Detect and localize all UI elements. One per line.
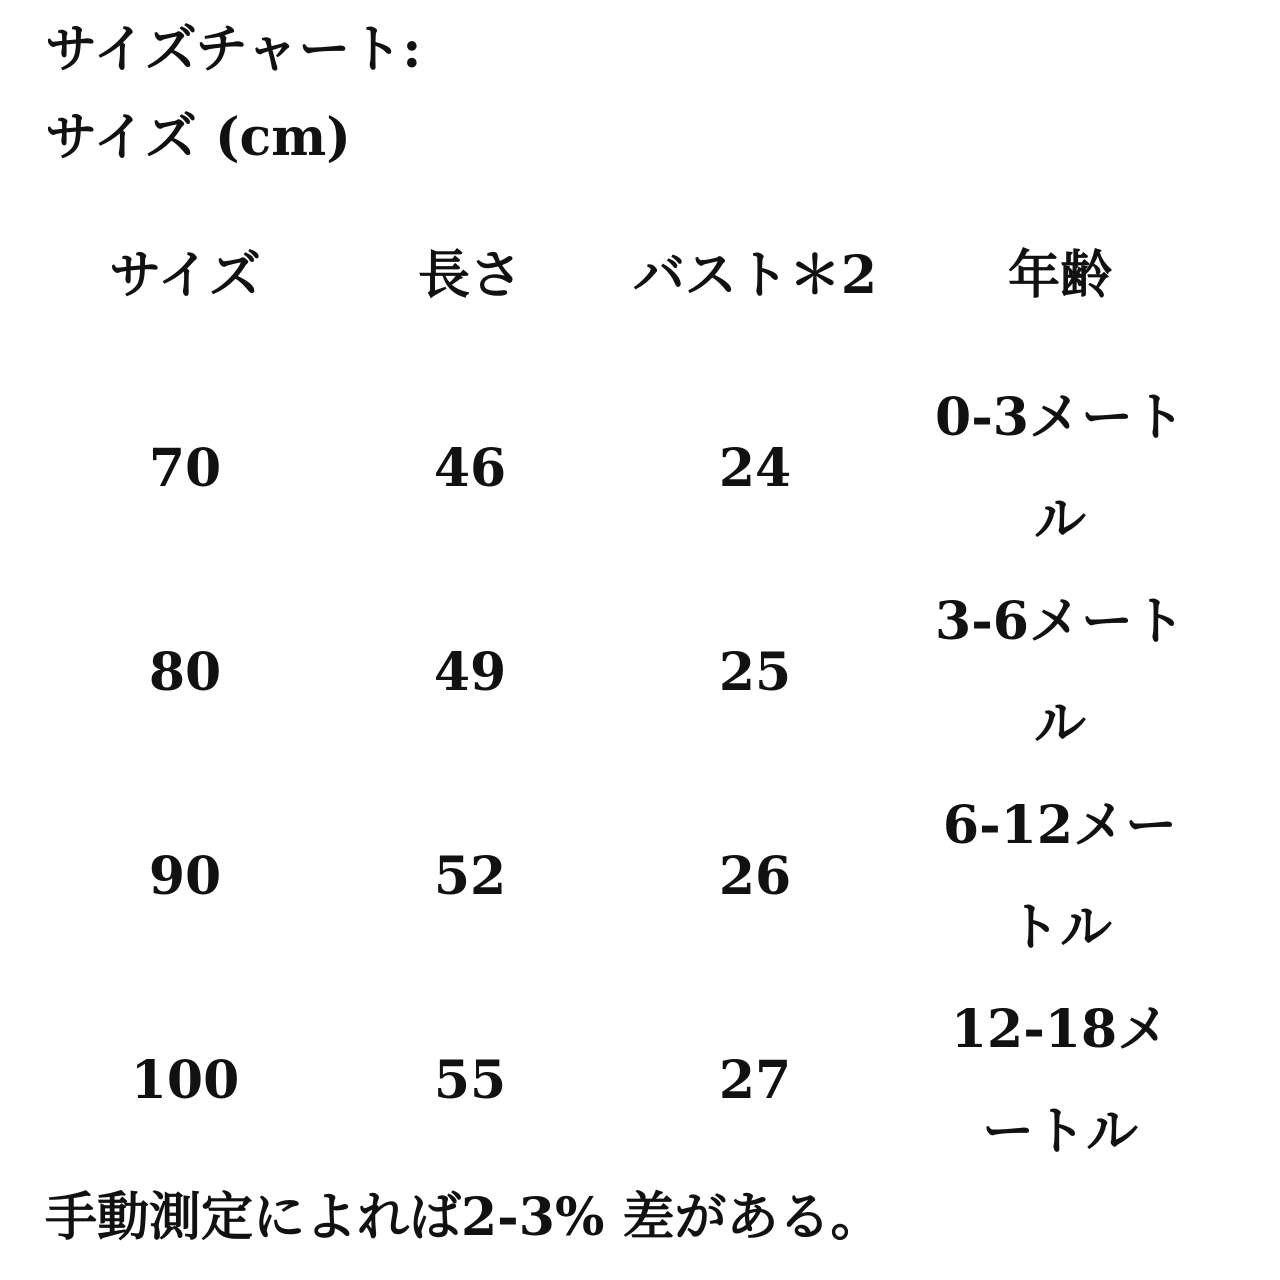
cell-bust: 27 — [718, 1050, 792, 1111]
cell-age-text: 3-6メートル — [935, 591, 1185, 754]
cell-age — [900, 979, 1220, 1183]
column-header-age: 年齢 — [1007, 245, 1112, 306]
cell-size: 100 — [130, 1050, 240, 1111]
cell-bust: 24 — [718, 438, 792, 499]
cell-length: 52 — [433, 846, 507, 907]
header-row — [40, 225, 1220, 327]
unit-label: サイズ (cm) — [45, 107, 351, 168]
column-header-bust: バスト＊2 — [632, 245, 878, 306]
chart-title: サイズチャート: — [45, 19, 422, 80]
column-header-size: サイズ — [109, 245, 261, 306]
cell-age — [900, 571, 1220, 775]
table-row — [40, 367, 1220, 571]
table-row — [40, 979, 1220, 1183]
table-row — [40, 571, 1220, 775]
cell-length: 46 — [433, 438, 507, 499]
cell-size: 80 — [148, 642, 222, 703]
header-spacer — [40, 327, 1220, 367]
cell-length: 49 — [433, 642, 507, 703]
cell-age-text: 0-3メートル — [935, 387, 1185, 550]
cell-age — [900, 775, 1220, 979]
measurement-note: 手動測定によれば2-3% 差がある。 — [45, 1187, 883, 1248]
cell-size: 70 — [148, 438, 222, 499]
cell-bust: 25 — [718, 642, 792, 703]
cell-length: 55 — [433, 1050, 507, 1111]
cell-size: 90 — [148, 846, 222, 907]
cell-age-text: 6-12メートル — [942, 795, 1178, 958]
cell-bust: 26 — [718, 846, 792, 907]
cell-age-text: 12-18メートル — [950, 999, 1170, 1162]
table-row — [40, 775, 1220, 979]
column-header-length: 長さ — [417, 245, 522, 306]
cell-age — [900, 367, 1220, 571]
size-table — [40, 225, 1220, 1183]
